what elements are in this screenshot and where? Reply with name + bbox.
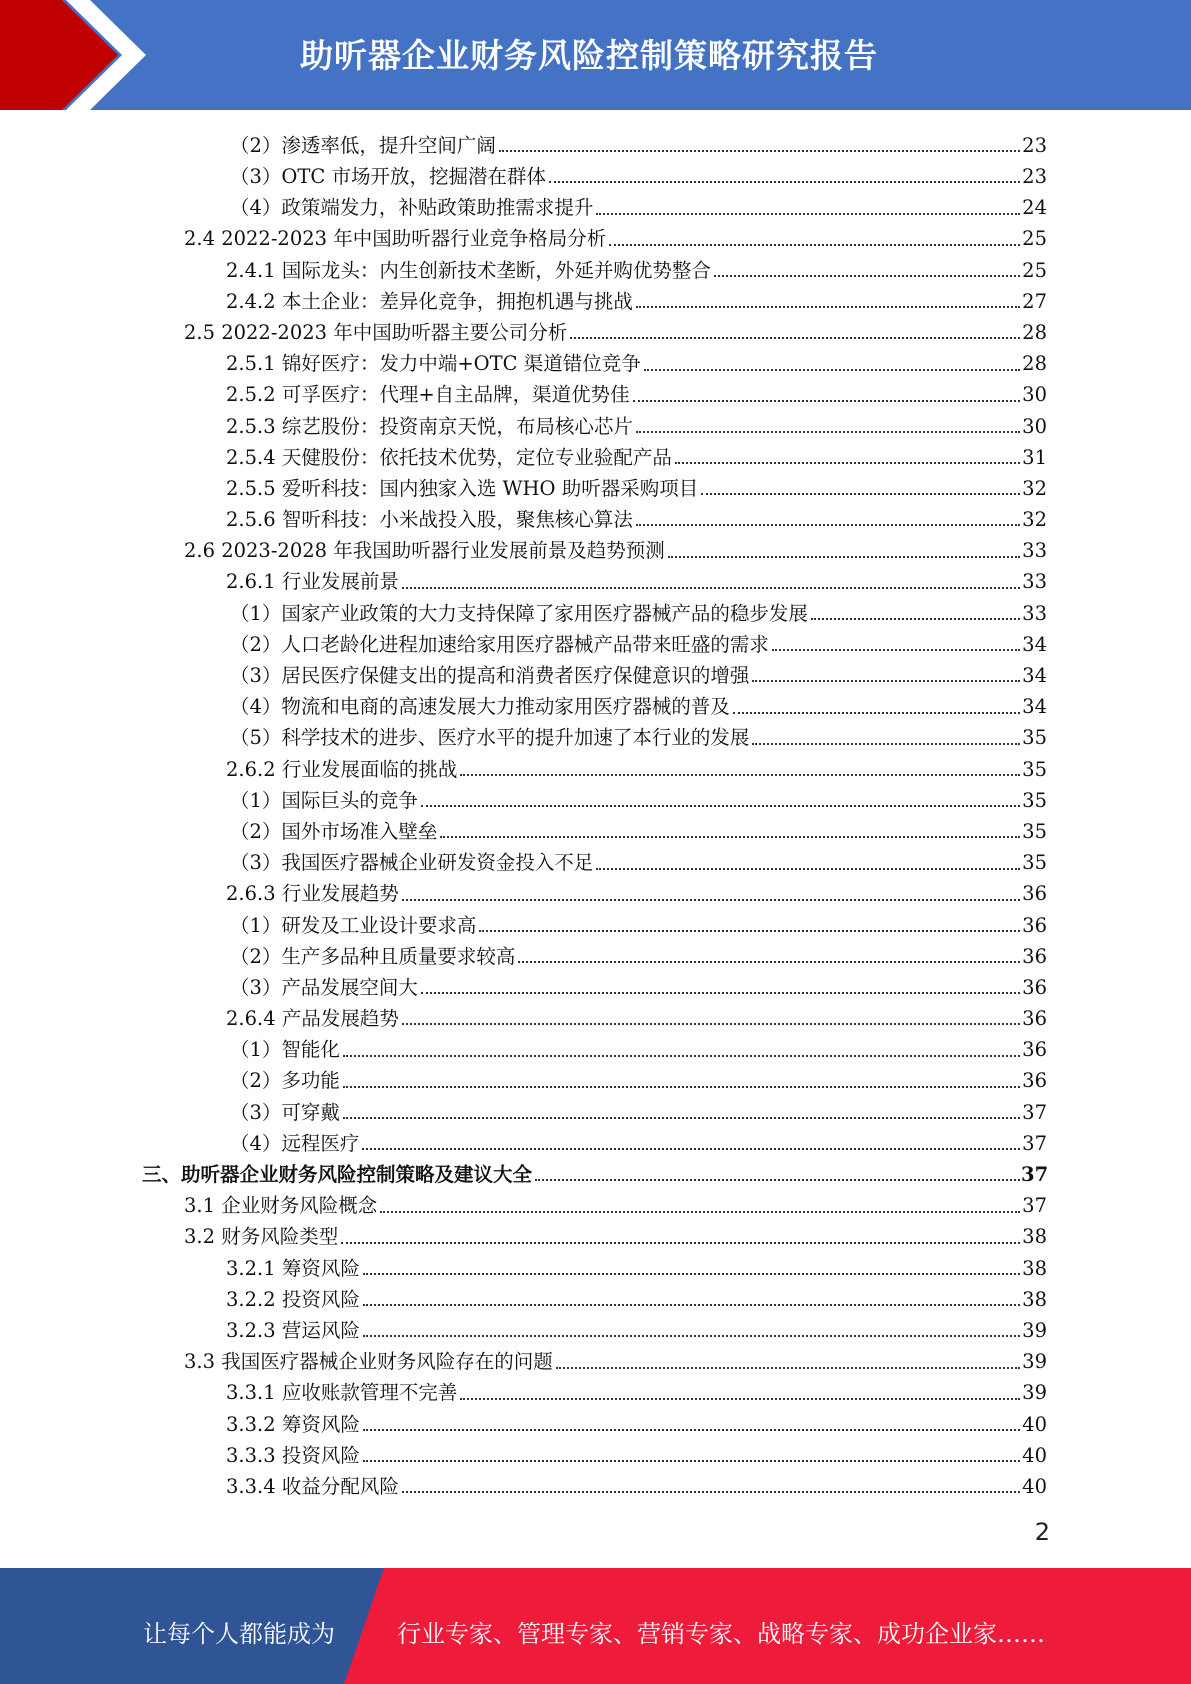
toc-entry[interactable] [0, 720, 1191, 751]
toc-entry-page: 39 [1022, 1381, 1047, 1405]
toc-entry-page: 37 [1021, 1163, 1049, 1187]
toc-entry-title: 3.3.1 应收账款管理不完善 [226, 1381, 458, 1405]
toc-entry-page: 36 [1022, 1069, 1047, 1093]
toc-entry-page: 39 [1022, 1350, 1047, 1374]
toc-entry[interactable] [0, 377, 1191, 408]
toc-dot-leader [609, 244, 1020, 246]
toc-entry-title: （3）可穿戴 [230, 1100, 340, 1124]
toc-entry[interactable] [0, 1094, 1191, 1125]
toc-entry[interactable] [0, 252, 1191, 283]
toc-entry[interactable] [0, 501, 1191, 532]
toc-dot-leader [363, 1429, 1020, 1431]
toc-entry-title: 3.3.2 筹资风险 [226, 1412, 360, 1436]
toc-dot-leader [556, 1367, 1020, 1369]
toc-entry-title: 2.4 2022-2023 年中国助听器行业竞争格局分析 [184, 227, 607, 251]
toc-entry-page: 35 [1022, 788, 1047, 812]
toc-entry-title: 3.1 企业财务风险概念 [184, 1194, 378, 1218]
toc-entry[interactable] [0, 189, 1191, 220]
toc-entry-page: 35 [1022, 757, 1047, 781]
toc-entry-page: 40 [1022, 1474, 1047, 1498]
toc-entry-title: 2.6 2023-2028 年我国助听器行业发展前景及趋势预测 [184, 539, 665, 563]
footer-slogan-right: 行业专家、管理专家、营销专家、战略专家、成功企业家…… [397, 1620, 1045, 1648]
toc-entry[interactable] [0, 1125, 1191, 1156]
toc-entry-page: 33 [1022, 539, 1047, 563]
toc-dot-leader [362, 1148, 1020, 1150]
toc-entry-page: 36 [1022, 1038, 1047, 1062]
toc-entry-page: 31 [1022, 445, 1047, 469]
toc-entry-title: 2.5.1 锦好医疗：发力中端+OTC 渠道错位竞争 [226, 352, 641, 376]
toc-entry[interactable] [0, 532, 1191, 563]
toc-entry[interactable] [0, 907, 1191, 938]
toc-dot-leader [811, 618, 1020, 620]
toc-entry-title: （2）渗透率低，提升空间广阔 [230, 133, 496, 157]
toc-entry-title: （3）居民医疗保健支出的提高和消费者医疗保健意识的增强 [230, 664, 750, 688]
toc-entry[interactable] [0, 688, 1191, 719]
toc-entry-title: （5）科学技术的进步、医疗水平的提升加速了本行业的发展 [230, 726, 750, 750]
toc-entry-title: 3.2.2 投资风险 [226, 1287, 360, 1311]
toc-entry-title: 三、助听器企业财务风险控制策略及建议大全 [142, 1163, 533, 1187]
toc-entry-page: 34 [1022, 664, 1047, 688]
toc-entry[interactable] [0, 1406, 1191, 1437]
toc-entry-title: （1）智能化 [230, 1038, 340, 1062]
toc-entry[interactable] [0, 221, 1191, 252]
toc-dot-leader [675, 462, 1020, 464]
toc-entry-title: 3.3.3 投资风险 [226, 1443, 360, 1467]
toc-dot-leader [636, 524, 1020, 526]
toc-entry-page: 37 [1022, 1194, 1047, 1218]
toc-entry-page: 25 [1022, 227, 1047, 251]
toc-entry-page: 30 [1022, 383, 1047, 407]
toc-entry[interactable] [0, 470, 1191, 501]
toc-entry[interactable] [0, 1063, 1191, 1094]
toc-dot-leader [402, 899, 1020, 901]
toc-entry-page: 23 [1022, 133, 1047, 157]
toc-dot-leader [518, 961, 1020, 963]
toc-entry-title: （2）多功能 [230, 1069, 340, 1093]
toc-entry-title: 3.3 我国医疗器械企业财务风险存在的问题 [184, 1350, 553, 1374]
toc-entry-page: 30 [1022, 414, 1047, 438]
toc-entry-title: 2.6.1 行业发展前景 [226, 570, 399, 594]
toc-entry-page: 27 [1022, 289, 1047, 313]
toc-entry[interactable] [0, 1468, 1191, 1499]
toc-dot-leader [499, 150, 1020, 152]
table-of-contents [0, 127, 1191, 1499]
toc-dot-leader [402, 1491, 1020, 1493]
toc-entry-page: 37 [1022, 1131, 1047, 1155]
toc-dot-leader [596, 868, 1020, 870]
toc-entry-page: 38 [1022, 1256, 1047, 1280]
toc-entry-title: 3.2 财务风险类型 [184, 1225, 339, 1249]
toc-entry-title: 2.4.1 国际龙头：内生创新技术垄断，外延并购优势整合 [226, 258, 711, 282]
toc-entry[interactable] [0, 408, 1191, 439]
toc-entry-title: （1）国际巨头的竞争 [230, 788, 418, 812]
toc-dot-leader [421, 805, 1020, 807]
toc-entry-page: 36 [1022, 1007, 1047, 1031]
toc-entry-title: 2.6.2 行业发展面临的挑战 [226, 757, 458, 781]
toc-dot-leader [343, 1055, 1020, 1057]
toc-entry[interactable] [0, 127, 1191, 158]
toc-entry-title: 3.3.4 收益分配风险 [226, 1474, 399, 1498]
toc-entry-page: 35 [1022, 851, 1047, 875]
toc-entry-page: 32 [1022, 508, 1047, 532]
toc-entry[interactable] [0, 626, 1191, 657]
toc-entry[interactable] [0, 938, 1191, 969]
toc-dot-leader [341, 1242, 1020, 1244]
page-footer [0, 1568, 1191, 1684]
toc-dot-leader [402, 1023, 1020, 1025]
toc-entry-page: 24 [1022, 196, 1047, 220]
toc-entry-title: 3.2.1 筹资风险 [226, 1256, 360, 1280]
toc-entry-page: 32 [1022, 476, 1047, 500]
toc-entry-page: 33 [1022, 570, 1047, 594]
toc-dot-leader [596, 213, 1020, 215]
toc-entry-title: （2）国外市场准入壁垒 [230, 819, 438, 843]
toc-entry-page: 39 [1022, 1318, 1047, 1342]
toc-entry[interactable] [0, 1343, 1191, 1374]
toc-dot-leader [402, 587, 1020, 589]
toc-entry[interactable] [0, 283, 1191, 314]
toc-entry-title: 2.5.4 天健股份：依托技术优势，定位专业验配产品 [226, 445, 672, 469]
toc-entry[interactable] [0, 564, 1191, 595]
toc-dot-leader [343, 1086, 1020, 1088]
toc-dot-leader [752, 743, 1020, 745]
toc-entry-page: 38 [1022, 1287, 1047, 1311]
toc-dot-leader [636, 431, 1020, 433]
toc-entry[interactable] [0, 1281, 1191, 1312]
toc-entry-title: （2）生产多品种且质量要求较高 [230, 944, 516, 968]
toc-entry-title: （4）远程医疗 [230, 1131, 360, 1155]
toc-entry[interactable] [0, 782, 1191, 813]
toc-entry-page: 28 [1022, 320, 1047, 344]
toc-entry-page: 35 [1022, 819, 1047, 843]
toc-entry[interactable] [0, 1156, 1191, 1187]
toc-entry-page: 33 [1022, 601, 1047, 625]
toc-dot-leader [733, 712, 1020, 714]
toc-dot-leader [535, 1179, 1020, 1181]
toc-entry[interactable] [0, 1312, 1191, 1343]
toc-entry-title: （2）人口老龄化进程加速给家用医疗器械产品带来旺盛的需求 [230, 632, 769, 656]
toc-dot-leader [633, 400, 1020, 402]
footer-slogan-left: 让每个人都能成为 [143, 1620, 335, 1648]
toc-dot-leader [668, 556, 1020, 558]
toc-dot-leader [363, 1273, 1020, 1275]
toc-entry[interactable] [0, 751, 1191, 782]
toc-dot-leader [636, 306, 1020, 308]
page-number: 2 [1034, 1518, 1050, 1546]
toc-entry[interactable] [0, 1000, 1191, 1031]
toc-entry[interactable] [0, 345, 1191, 376]
toc-entry-title: 2.5 2022-2023 年中国助听器主要公司分析 [184, 320, 568, 344]
toc-entry-page: 23 [1022, 165, 1047, 189]
toc-entry[interactable] [0, 439, 1191, 470]
toc-entry[interactable] [0, 969, 1191, 1000]
toc-entry[interactable] [0, 657, 1191, 688]
toc-entry-title: （3）OTC 市场开放，挖掘潜在群体 [230, 165, 547, 189]
toc-entry-title: （3）我国医疗器械企业研发资金投入不足 [230, 851, 594, 875]
toc-entry-title: 2.6.4 产品发展趋势 [226, 1007, 399, 1031]
toc-entry-title: 2.5.2 可孚医疗：代理+自主品牌，渠道优势佳 [226, 383, 630, 407]
toc-entry[interactable] [0, 1437, 1191, 1468]
toc-entry-page: 36 [1022, 913, 1047, 937]
toc-entry-page: 35 [1022, 726, 1047, 750]
toc-entry[interactable] [0, 1219, 1191, 1250]
toc-dot-leader [380, 1211, 1020, 1213]
page-header [0, 0, 1191, 110]
toc-entry-title: 2.6.3 行业发展趋势 [226, 882, 399, 906]
report-title: 助听器企业财务风险控制策略研究报告 [300, 36, 878, 75]
toc-dot-leader [549, 181, 1020, 183]
toc-entry-page: 37 [1022, 1100, 1047, 1124]
toc-entry[interactable] [0, 1187, 1191, 1218]
toc-entry-page: 28 [1022, 352, 1047, 376]
toc-entry-page: 36 [1022, 975, 1047, 999]
toc-entry[interactable] [0, 158, 1191, 189]
toc-entry-title: （4）政策端发力，补贴政策助推需求提升 [230, 196, 594, 220]
toc-entry[interactable] [0, 1375, 1191, 1406]
toc-dot-leader [644, 369, 1020, 371]
toc-dot-leader [570, 337, 1020, 339]
toc-entry-title: （3）产品发展空间大 [230, 975, 418, 999]
toc-entry-page: 34 [1022, 695, 1047, 719]
toc-dot-leader [460, 1398, 1020, 1400]
toc-dot-leader [363, 1335, 1020, 1337]
toc-entry-title: （1）研发及工业设计要求高 [230, 913, 477, 937]
toc-dot-leader [440, 836, 1020, 838]
toc-dot-leader [460, 774, 1020, 776]
toc-entry[interactable] [0, 1250, 1191, 1281]
toc-dot-leader [479, 930, 1020, 932]
toc-entry[interactable] [0, 314, 1191, 345]
toc-dot-leader [363, 1460, 1020, 1462]
toc-entry[interactable] [0, 876, 1191, 907]
toc-entry-page: 38 [1022, 1225, 1047, 1249]
toc-entry[interactable] [0, 1031, 1191, 1062]
toc-entry-page: 34 [1022, 632, 1047, 656]
toc-dot-leader [421, 992, 1020, 994]
toc-entry-title: 2.5.6 智听科技：小米战投入股，聚焦核心算法 [226, 508, 633, 532]
toc-dot-leader [343, 1117, 1020, 1119]
toc-entry-title: 2.5.5 爱听科技：国内独家入选 WHO 助听器采购项目 [226, 476, 699, 500]
toc-dot-leader [714, 275, 1020, 277]
toc-entry-title: 2.4.2 本土企业：差异化竞争，拥抱机遇与挑战 [226, 289, 633, 313]
toc-entry-title: 2.5.3 综艺股份：投资南京天悦，布局核心芯片 [226, 414, 633, 438]
toc-entry-page: 36 [1022, 882, 1047, 906]
toc-entry-page: 40 [1022, 1412, 1047, 1436]
toc-entry-page: 40 [1022, 1443, 1047, 1467]
toc-entry-title: （1）国家产业政策的大力支持保障了家用医疗器械产品的稳步发展 [230, 601, 808, 625]
toc-entry-title: （4）物流和电商的高速发展大力推动家用医疗器械的普及 [230, 695, 730, 719]
toc-entry-title: 3.2.3 营运风险 [226, 1318, 360, 1342]
toc-entry[interactable] [0, 844, 1191, 875]
toc-dot-leader [363, 1304, 1020, 1306]
toc-dot-leader [772, 649, 1020, 651]
toc-dot-leader [752, 680, 1020, 682]
toc-entry-page: 36 [1022, 944, 1047, 968]
toc-entry-page: 25 [1022, 258, 1047, 282]
toc-entry[interactable] [0, 595, 1191, 626]
toc-dot-leader [701, 493, 1020, 495]
toc-entry[interactable] [0, 813, 1191, 844]
